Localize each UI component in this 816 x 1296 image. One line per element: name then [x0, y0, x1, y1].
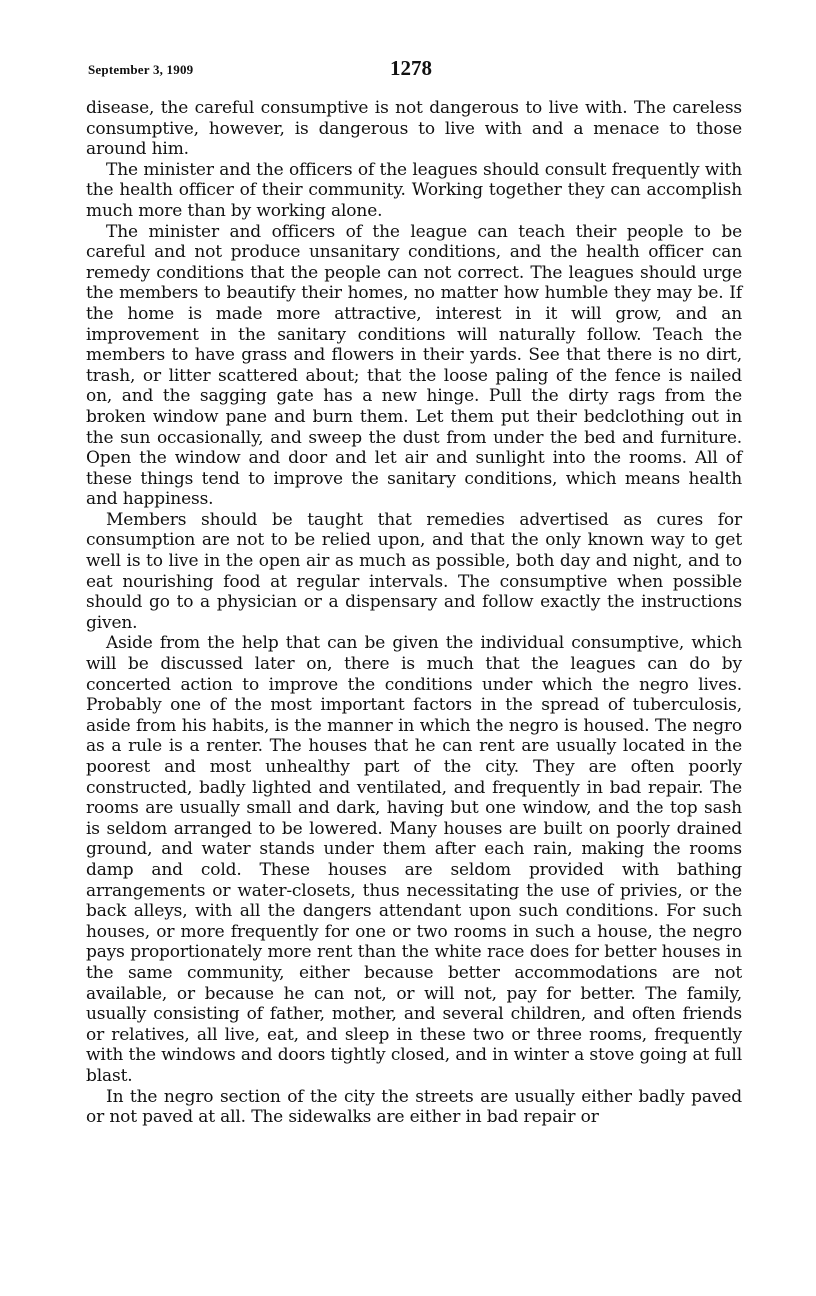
page-header [88, 56, 742, 86]
paragraph: In the negro section of the city the streets are usually either badly paved or not paved at all. The sidewalks are either in bad repair or [86, 1086, 742, 1128]
page-number: 1278 [390, 56, 432, 80]
header-date: September 3, 1909 [88, 62, 194, 77]
paragraph-continuation: disease, the careful consumptive is not dangerous to live with. The careless consumptive, however, is dangerous to live with and a menace to those around him. [86, 98, 742, 160]
paragraph: The minister and the officers of the leagues should consult frequently with the health officer of their community. Working together they can accomplish much more than by working alone. [86, 159, 742, 221]
paragraph: The minister and officers of the league can teach their people to be careful and not produce unsanitary conditions, and the health officer can remedy conditions that the people can not correct. The leagues should urge the members to beautify their homes, no matter how humble they may be. If the home is made more attractive, interest in it will grow, and an improvement in the sanitary conditions will naturally follow. Teach the members to have grass and flowers in their yards. See that there is no dirt, trash, or litter scattered about; that the loose paling of the fence is nailed on, and the sagging gate has a new hinge. Pull the dirty rags from the broken window pane and burn them. Let them put their bedclothing out in the sun occasionally, and sweep the dust from under the bed and furniture. Open the window and door and let air and sunlight into the rooms. All of these things tend to improve the sanitary conditions, which means health and happiness. [86, 221, 742, 510]
paragraph: Aside from the help that can be given the individual consumptive, which will be discussed later on, there is much that the leagues can do by concerted action to improve the conditions under which the negro lives. Probably one of the most important factors in the spread of tuberculosis, aside from his habits, is the manner in which the negro is housed. The negro as a rule is a renter. The houses that he can rent are usually located in the poorest and most unhealthy part of the city. They are often poorly constructed, badly lighted and ventilated, and frequently in bad repair. The rooms are usually small and dark, having but one window, and the top sash is seldom arranged to be lowered. Many houses are built on poorly drained ground, and water stands under them after each rain, making the rooms damp and cold. These houses are seldom provided with bathing arrangements or water-closets, thus necessitating the use of privies, or the back alleys, with all the dangers attendant upon such conditions. For such houses, or more frequently for one or two rooms in such a house, the negro pays proportionately more rent than the white race does for better houses in the same community, either because better accommodations are not available, or because he can not, or will not, pay for better. The family, usually consisting of father, mother, and several children, and often friends or relatives, all live, eat, and sleep in these two or three rooms, frequently with the windows and doors tightly closed, and in winter a stove going at full blast. [86, 633, 742, 1086]
body-text [86, 98, 742, 1128]
paragraph: Members should be taught that remedies advertised as cures for consumption are not to be relied upon, and that the only known way to get well is to live in the open air as much as possible, both day and night, and to eat nourishing food at regular intervals. The consumptive when possible should go to a physician or a dispensary and follow exactly the instructions given. [86, 509, 742, 633]
